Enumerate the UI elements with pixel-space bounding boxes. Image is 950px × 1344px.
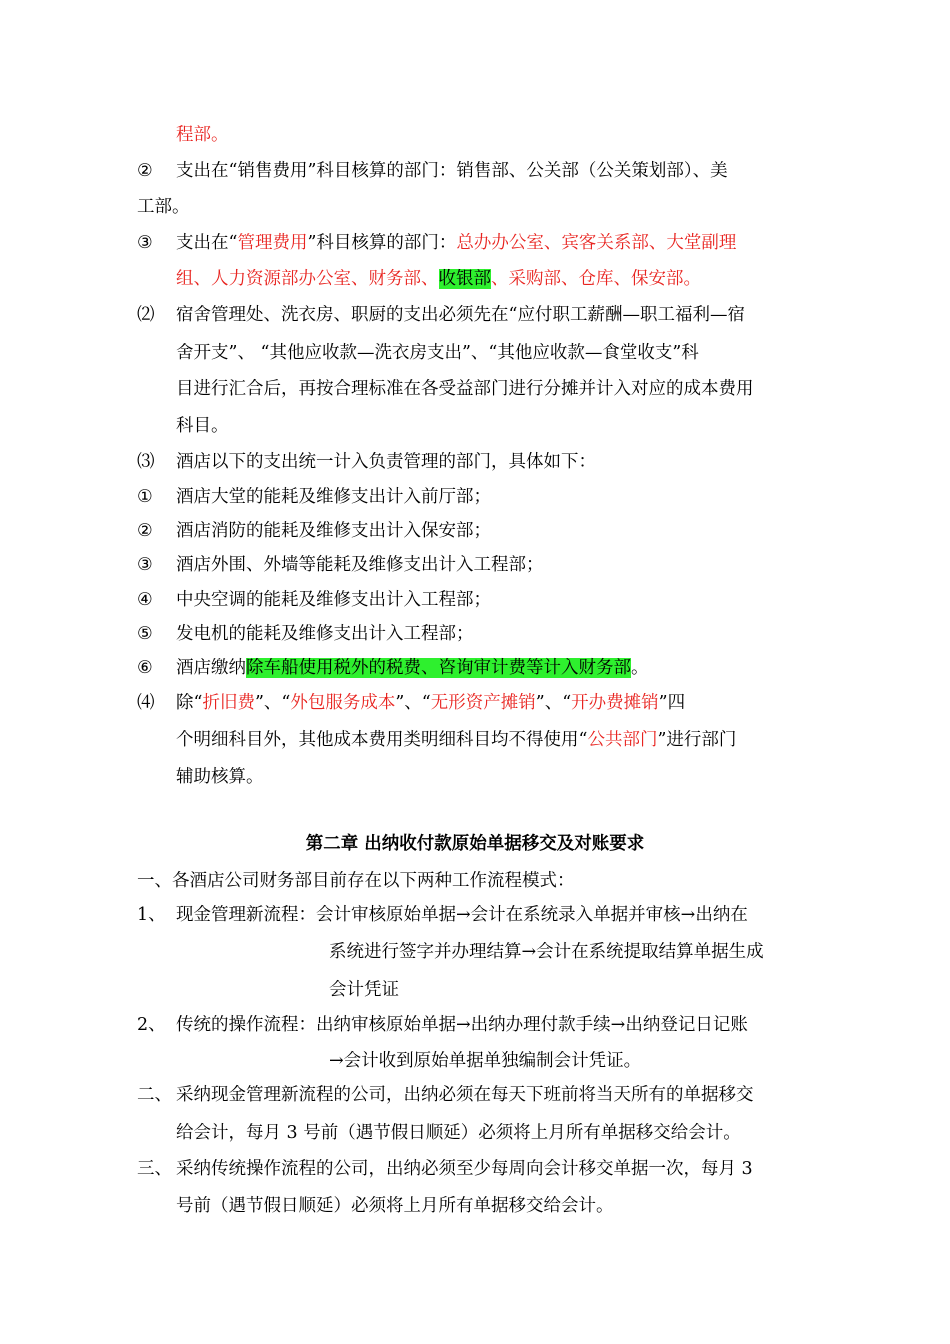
text [176,264,701,294]
cost-item-3 [0,228,950,258]
text: 一、各酒店公司财务部目前存在以下两种工作流程模式： [137,871,575,891]
red-text: 开办费摊销 [571,693,659,713]
text: 辅助核算。 [176,767,264,787]
text: 科目。 [176,416,229,436]
text-segment: ”、“ [254,693,291,713]
text: 程部。 [176,125,229,145]
text-segment: ”四 [658,693,686,713]
cost-subitem-4 [0,585,950,615]
cost-subitem-5 [0,619,950,649]
text [176,653,649,683]
red-text: 公共部门 [587,730,658,750]
text: 舍开支”、 “其他应收款—洗衣房支出”、“其他应收款—食堂收支”科 [176,343,699,363]
text: →会计收到原始单据单独编制会计凭证。 [329,1051,642,1071]
cost-item-2 [0,156,950,186]
text-segment: 个明细科目外，其他成本费用类明细科目均不得使用“ [176,730,588,750]
text: 酒店以下的支出统一计入负责管理的部门，具体如下： [176,452,596,472]
text-segment: 会计审核原始单据→会计在系统录入单据并审核→出纳在 [316,905,748,925]
red-text: 外包服务成本 [290,693,396,713]
cost-line-5 [0,264,950,294]
item-marker: ③ [137,233,153,253]
text [176,725,736,755]
cost-subitem-3 [0,550,950,580]
cost-item-paren-4 [0,688,950,718]
text: 酒店大堂的能耗及维修支出计入前厅部； [176,487,491,507]
cost-line-8 [0,374,950,404]
item-marker: ⑷ [137,693,155,713]
flow-line-5 [0,1046,950,1076]
text: 号前（遇节假日顺延）必须将上月所有单据移交给会计。 [176,1196,614,1216]
text: 系统进行签字并办理结算→会计在系统提取结算单据生成 [329,942,764,962]
chapter-line-8 [0,1118,950,1148]
text-segment: ”、“ [535,693,572,713]
cost-item-paren-3 [0,447,950,477]
flow-line-3 [0,975,950,1005]
cost-subitem-2 [0,516,950,546]
item-marker: ③ [137,555,153,575]
flow-label: 现金管理新流程： [176,905,316,925]
cost-line-3 [0,192,950,222]
cost-line-18 [0,725,950,755]
text: 采纳传统操作流程的公司，出纳必须至少每周向会计移交单据一次，每月 3 [176,1159,753,1179]
text: 酒店消防的能耗及维修支出计入保安部； [176,521,491,541]
text: 宿舍管理处、洗衣房、职厨的支出必须先在“应付职工薪酬—职工福利—宿 [176,305,745,325]
text: 采纳现金管理新流程的公司，出纳必须在每天下班前将当天所有的单据移交 [176,1085,754,1105]
item-marker: ⑥ [137,658,153,678]
text: 酒店外围、外墙等能耗及维修支出计入工程部； [176,555,544,575]
text: 支出在“销售费用”科目核算的部门：销售部、公关部（公关策划部）、美 [176,161,728,181]
text-segment: 除“ [176,693,203,713]
cost-subitem-6 [0,653,950,683]
red-text: 组、人力资源部办公室、财务部、 [176,269,439,289]
cost-line-9 [0,411,950,441]
red-text: 、采购部、仓库、保安部。 [491,269,701,289]
text-segment: 。 [631,658,649,678]
text-segment: ”、“ [395,693,431,713]
cost-line-1 [0,120,950,150]
flow-line-2 [0,937,950,967]
text: 发电机的能耗及维修支出计入工程部； [176,624,474,644]
flow-item-1 [0,900,950,930]
item-marker: ② [137,521,153,541]
item-marker: 1、 [137,905,166,925]
item-marker: ① [137,487,153,507]
red-text: 总办办公室、宾客关系部、大堂副理 [456,233,737,253]
item-marker: ⑤ [137,624,153,644]
text-segment: ”进行部门 [657,730,737,750]
text-segment: ”科目核算的部门： [307,233,457,253]
chapter-item-2 [0,1080,950,1110]
text [176,1010,748,1040]
cost-line-7 [0,338,950,368]
red-text: 管理费用 [237,233,308,253]
text-segment: 支出在“ [176,233,238,253]
item-marker: ⑶ [137,452,155,472]
cost-line-19 [0,762,950,792]
item-marker: 三、 [137,1159,172,1179]
highlighted-text: 收银部 [438,269,491,289]
text [176,228,736,258]
text: 会计凭证 [329,980,399,1000]
cost-item-paren-2 [0,300,950,330]
item-marker: ② [137,161,153,181]
text-segment: 出纳审核原始单据→出纳办理付款手续→出纳登记日记账 [316,1015,748,1035]
item-marker: 二、 [137,1085,172,1105]
chapter-line-10 [0,1191,950,1221]
text: 中央空调的能耗及维修支出计入工程部； [176,590,491,610]
text [176,688,685,718]
text-segment: 酒店缴纳 [176,658,246,678]
chapter-heading: 第二章 出纳收付款原始单据移交及对账要求 [305,834,645,854]
item-marker: ⑵ [137,305,155,325]
text: 目进行汇合后，再按合理标准在各受益部门进行分摊并计入对应的成本费用 [176,379,754,399]
cost-subitem-1 [0,482,950,512]
text: 工部。 [137,197,190,217]
highlighted-text: 除车船使用税外的税费、咨询审计费等计入财务部 [246,658,631,678]
text: 给会计，每月 3 号前（遇节假日顺延）必须将上月所有单据移交给会计。 [176,1123,741,1143]
chapter-line-1 [0,866,950,896]
text [176,900,748,930]
chapter-item-3 [0,1154,950,1184]
flow-item-2 [0,1010,950,1040]
red-text: 无形资产摊销 [430,693,536,713]
flow-label: 传统的操作流程： [176,1015,316,1035]
item-marker: ④ [137,590,153,610]
item-marker: 2、 [137,1015,166,1035]
red-text: 折旧费 [202,693,255,713]
